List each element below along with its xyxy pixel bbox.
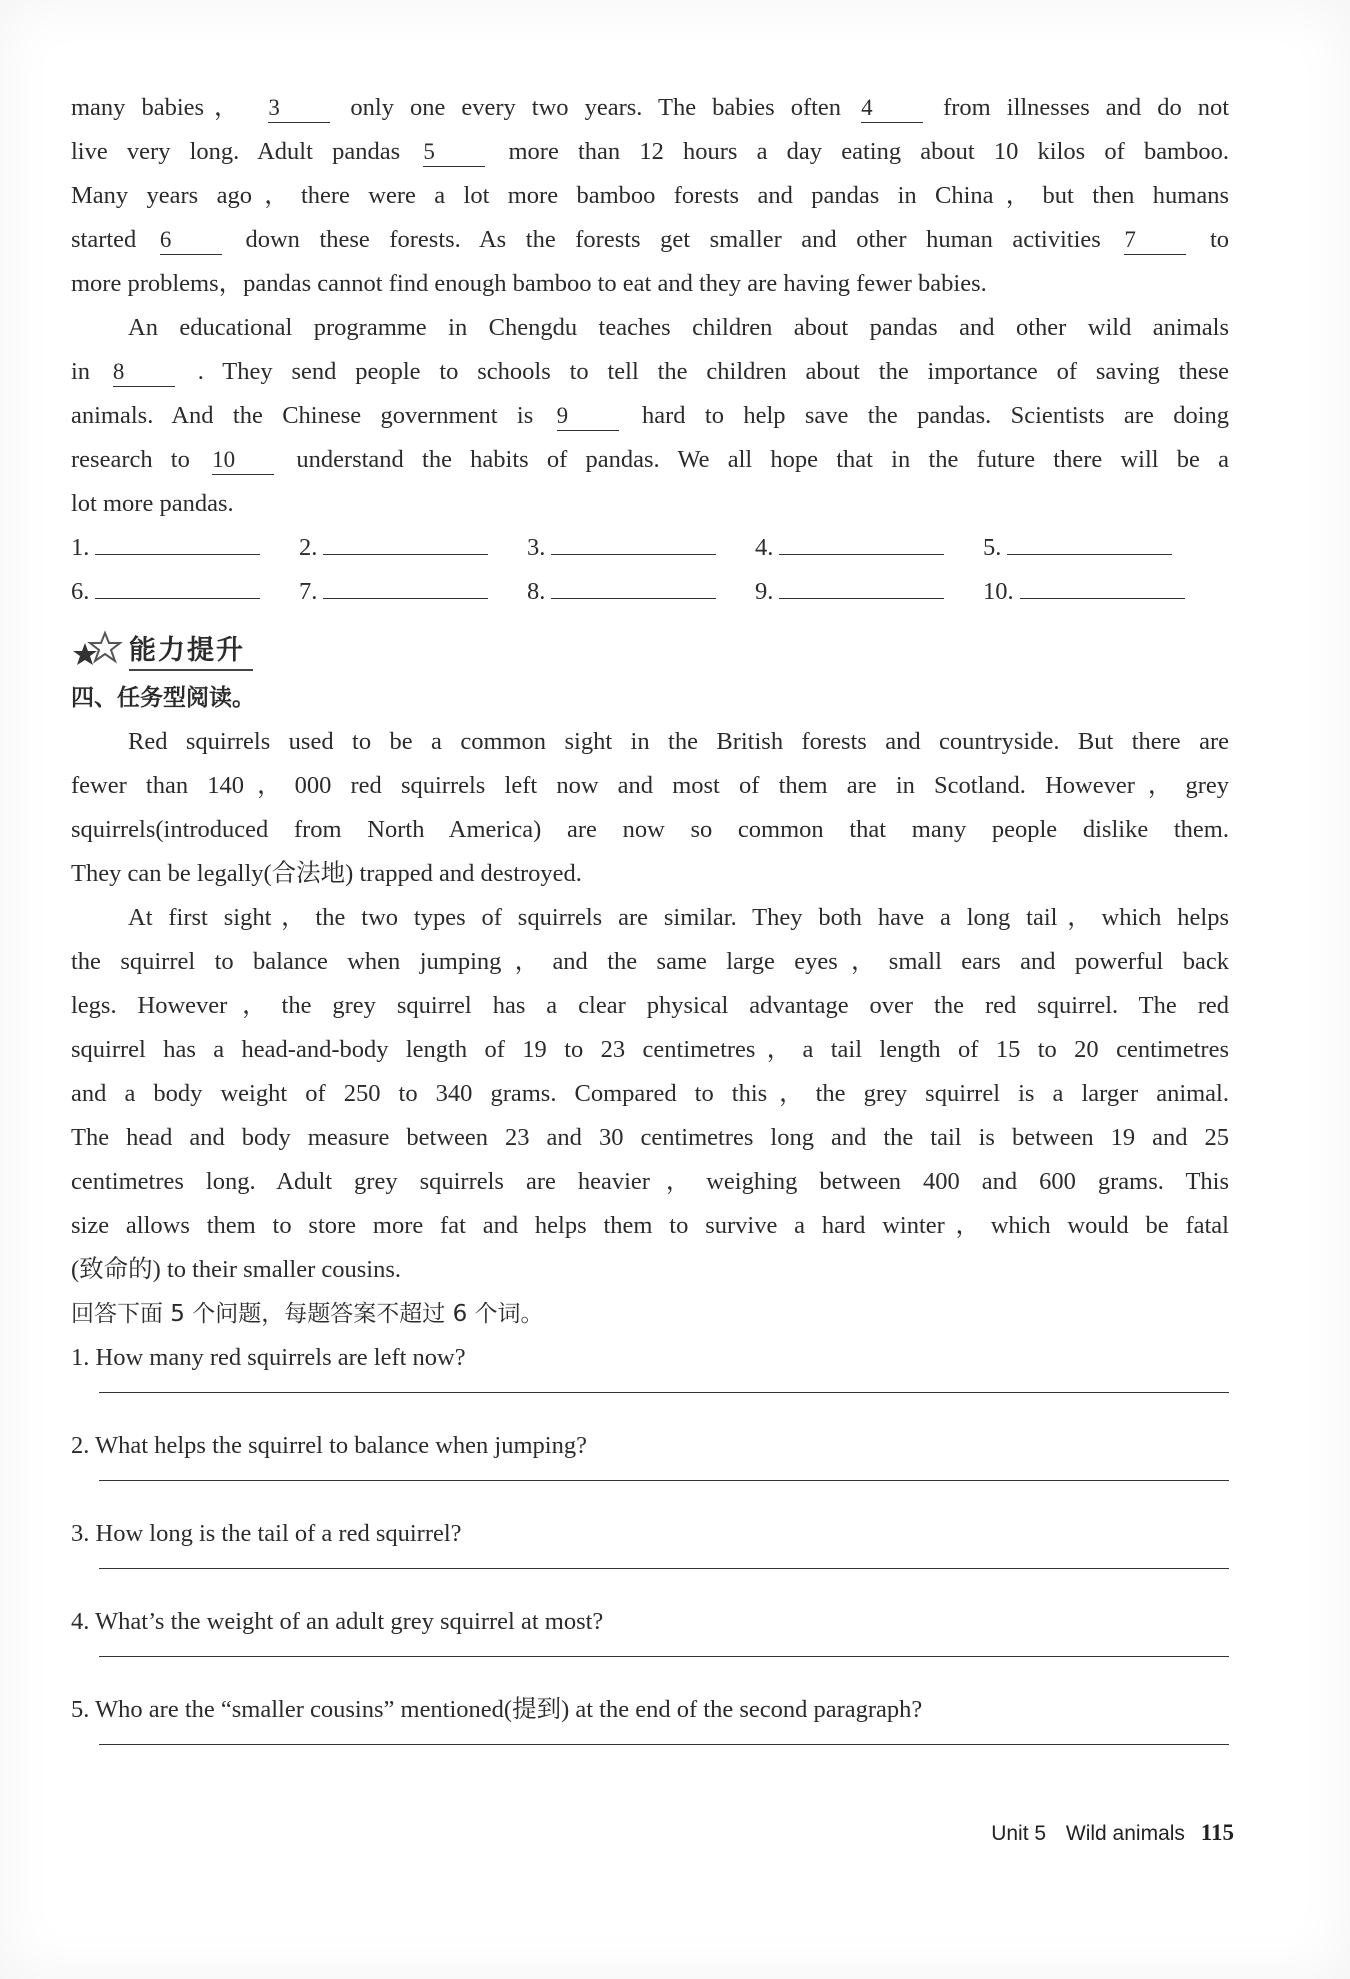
text-line (71, 482, 1229, 526)
text-run: from illnesses and do not (943, 94, 1230, 121)
page-content (71, 86, 1229, 1776)
answer-cell[interactable] (299, 526, 527, 570)
answer-number: 6. (71, 578, 90, 605)
question-list (71, 1336, 1229, 1776)
text-run: down these forests. As the forests get smaller and other human activities (245, 226, 1101, 253)
question: 5. Who are the “smaller cousins” mentioned(提到) at the end of the second paragraph? (71, 1696, 923, 1723)
text-run: only one every two years. The babies often (350, 94, 842, 121)
text-line (71, 808, 1229, 852)
cloze-blank[interactable]: 10 (212, 446, 274, 475)
section-header (71, 622, 1229, 676)
text-run: They can be legally(合法地) trapped and destroyed. (71, 860, 582, 887)
question: 3. How long is the tail of a red squirrel? (71, 1520, 462, 1547)
text-line (71, 218, 1229, 262)
passage-cloze (71, 86, 1229, 526)
text-line (71, 1072, 1229, 1116)
text-run: to (1209, 226, 1230, 253)
answer-line[interactable] (95, 570, 260, 599)
answer-cell[interactable] (755, 570, 983, 614)
text-run: lot more pandas. (71, 490, 234, 517)
answer-number: 3. (527, 534, 546, 561)
text-run: started (71, 226, 137, 253)
text-run: research to (71, 446, 190, 473)
text-run: squirrels(introduced from North America) are now so common that many people dislike them. (71, 816, 1229, 843)
text-line (71, 1160, 1229, 1204)
text-line (71, 764, 1229, 808)
task-title: 四、任务型阅读。 (71, 685, 255, 711)
text-line (71, 262, 1229, 306)
text-run: The head and body measure between 23 and 30 centimetres long and the tail is between 19 and 25 (71, 1124, 1229, 1151)
answer-number: 9. (755, 578, 774, 605)
text-line (71, 896, 1229, 940)
text-run: the squirrel to balance when jumping，and the same large eyes，small ears and powerful back (71, 948, 1229, 975)
answer-number: 8. (527, 578, 546, 605)
answer-number: 7. (299, 578, 318, 605)
stars-icon (71, 629, 129, 669)
text-run: understand the habits of pandas. We all hope that in the future there will be a (296, 446, 1230, 473)
cloze-blank[interactable]: 4 (861, 94, 923, 123)
answer-line[interactable] (1020, 570, 1185, 599)
answer-line[interactable] (71, 1732, 1229, 1776)
answer-cell[interactable] (527, 570, 755, 614)
text-run: and a body weight of 250 to 340 grams. Compared to this，the grey squirrel is a larger animal. (71, 1080, 1229, 1107)
text-run: in (71, 358, 91, 385)
answer-cell[interactable] (983, 570, 1211, 614)
answer-number: 5. (983, 534, 1002, 561)
text-run: live very long. Adult pandas (71, 138, 401, 165)
page-footer (991, 1820, 1234, 1846)
text-run: An educational programme in Chengdu teaches children about pandas and other wild animals (128, 314, 1229, 341)
answer-line[interactable] (323, 526, 488, 555)
text-line (71, 984, 1229, 1028)
text-line (71, 350, 1229, 394)
text-line (71, 1204, 1229, 1248)
answer-number: 1. (71, 534, 90, 561)
text-run: Many years ago，there were a lot more bamboo forests and pandas in China，but then humans (71, 182, 1229, 209)
answer-grid (71, 526, 1229, 614)
section-title: 能力提升 (129, 628, 253, 671)
cloze-blank[interactable]: 6 (160, 226, 222, 255)
text-run: animals. And the Chinese government is (71, 402, 534, 429)
answer-line[interactable] (779, 526, 944, 555)
text-run: At first sight，the two types of squirrels are similar. They both have a long tail，which helps (128, 904, 1229, 931)
cloze-blank[interactable]: 5 (423, 138, 485, 167)
text-run: many babies， (71, 94, 249, 121)
text-line (71, 438, 1229, 482)
text-line (71, 940, 1229, 984)
text-run: fewer than 140，000 red squirrels left now and most of them are in Scotland. However，grey (71, 772, 1229, 799)
cloze-blank[interactable]: 7 (1124, 226, 1186, 255)
answer-cell[interactable] (71, 526, 299, 570)
answer-line[interactable] (779, 570, 944, 599)
answer-cell[interactable] (527, 526, 755, 570)
footer-unit: Unit 5 (991, 1822, 1047, 1845)
text-run: (致命的) to their smaller cousins. (71, 1256, 402, 1283)
text-line (71, 130, 1229, 174)
question: 2. What helps the squirrel to balance when jumping? (71, 1432, 587, 1459)
answer-cell[interactable] (299, 570, 527, 614)
answer-line[interactable] (71, 1644, 1229, 1688)
answer-line[interactable] (71, 1468, 1229, 1512)
text-run: size allows them to store more fat and helps them to survive a hard winter，which would be fatal (71, 1212, 1229, 1239)
passage-reading (71, 720, 1229, 1292)
text-run: hard to help save the pandas. Scientists are doing (642, 402, 1229, 429)
text-run: legs. However，the grey squirrel has a clear physical advantage over the red squirrel. The red (71, 992, 1229, 1019)
text-run: . They send people to schools to tell the children about the importance of saving these (197, 358, 1229, 385)
text-run: more problems，pandas cannot find enough bamboo to eat and they are having fewer babies. (71, 270, 987, 297)
answer-number: 4. (755, 534, 774, 561)
answer-cell[interactable] (755, 526, 983, 570)
answer-row (71, 526, 1229, 570)
answer-line[interactable] (71, 1380, 1229, 1424)
footer-title: Wild animals (1065, 1822, 1185, 1845)
answer-line[interactable] (323, 570, 488, 599)
page-number: 115 (1200, 1820, 1234, 1845)
text-line (71, 1028, 1229, 1072)
text-line (71, 174, 1229, 218)
answer-line[interactable] (1007, 526, 1172, 555)
text-run: squirrel has a head-and-body length of 19 to 23 centimetres，a tail length of 15 to 20 centimetres (71, 1036, 1229, 1063)
answer-cell[interactable] (71, 570, 299, 614)
question: 1. How many red squirrels are left now? (71, 1344, 466, 1371)
answer-cell[interactable] (983, 526, 1211, 570)
text-run: more than 12 hours a day eating about 10 kilos of bamboo. (508, 138, 1229, 165)
cloze-blank[interactable]: 3 (268, 94, 330, 123)
answer-line[interactable] (551, 570, 716, 599)
cloze-blank[interactable]: 9 (557, 402, 619, 431)
text-run: centimetres long. Adult grey squirrels are heavier，weighing between 400 and 600 grams. This (71, 1168, 1229, 1195)
text-line (71, 1116, 1229, 1160)
answer-number: 10. (983, 578, 1014, 605)
answer-line[interactable] (95, 526, 260, 555)
text-line (71, 1248, 1229, 1292)
answer-line[interactable] (551, 526, 716, 555)
answer-number: 2. (299, 534, 318, 561)
text-line (71, 394, 1229, 438)
question: 4. What’s the weight of an adult grey squirrel at most? (71, 1608, 604, 1635)
text-line (71, 720, 1229, 764)
answer-row (71, 570, 1229, 614)
cloze-blank[interactable]: 8 (113, 358, 175, 387)
instruction: 回答下面 5 个问题，每题答案不超过 6 个词。 (71, 1301, 544, 1327)
text-line (71, 306, 1229, 350)
answer-line[interactable] (71, 1556, 1229, 1600)
text-run: Red squirrels used to be a common sight in the British forests and countryside. But there are (128, 728, 1229, 755)
text-line (71, 86, 1229, 130)
text-line (71, 852, 1229, 896)
